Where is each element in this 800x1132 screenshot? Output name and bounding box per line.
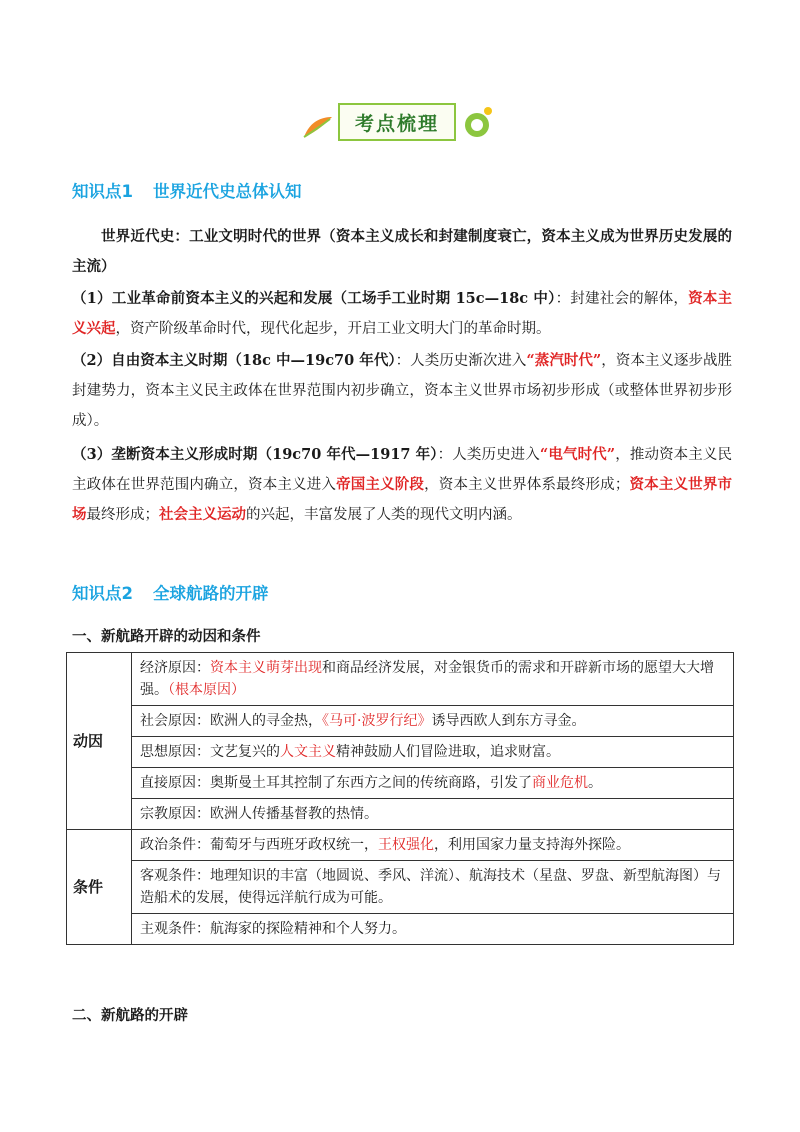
kp2-section-1-heading: 一、新航路开辟的动因和条件 xyxy=(72,629,261,645)
kp1-intro xyxy=(72,222,732,282)
direct-reason-cell xyxy=(132,768,734,799)
kp1-p3-highlight-3: 资本主义世界市场 xyxy=(72,476,733,523)
thought-reason-cell xyxy=(132,737,734,768)
leaf-icon xyxy=(300,111,336,141)
table-row xyxy=(67,768,734,799)
kp1-para-2 xyxy=(72,346,732,436)
kp1-p3-highlight-1: “电气时代” xyxy=(539,446,616,463)
econ-text-a: 经济原因： xyxy=(140,660,210,676)
politics-condition-cell xyxy=(132,830,734,861)
kp1-p1-highlight: 资本主义兴起 xyxy=(72,290,733,337)
banner-title-box xyxy=(338,103,456,141)
kp1-p1-heading: （1）工业革命前资本主义的兴起和发展（工场手工业时期 15c—18c 中） xyxy=(72,290,556,307)
motive-label: 动因 xyxy=(67,653,132,830)
politics-text-a: 政治条件：葡萄牙与西班牙政权统一， xyxy=(140,837,378,853)
table-row xyxy=(67,737,734,768)
banner-title: 考点梳理 xyxy=(354,112,439,135)
kp1-p3-text-b: ，推动资本主义民主政体在世界范围内确立，资本主义进入 xyxy=(72,447,733,493)
kp1-p2-text-a: ：人类历史渐次进入 xyxy=(395,353,527,369)
kp1-p2-heading: （2）自由资本主义时期（18c 中—19c70 年代） xyxy=(72,352,396,369)
kp1-intro-text: 世界近代史：工业文明时代的世界（资本主义成长和封建制度衰亡，资本主义成为世界历史发展的主流） xyxy=(72,228,732,275)
thought-text-b: 精神鼓励人们冒险进取，追求财富。 xyxy=(336,744,560,760)
kp1-para-1 xyxy=(72,284,732,344)
table-row xyxy=(67,861,734,914)
subjective-condition-cell: 主观条件：航海家的探险精神和个人努力。 xyxy=(132,914,734,945)
condition-label: 条件 xyxy=(67,830,132,945)
kp1-p1-text-b: ，资产阶级革命时代，现代化起步，开启工业文明大门的革命时期。 xyxy=(115,321,551,337)
kp1-p1-text-a: ：封建社会的解体， xyxy=(555,291,689,307)
table-row xyxy=(67,830,734,861)
kp1-p3-text-a: ：人类历史进入 xyxy=(437,447,540,463)
direct-highlight: 商业危机 xyxy=(532,775,588,791)
kp1-para-3 xyxy=(72,440,732,530)
kp1-p3-heading: （3）垄断资本主义形成时期（19c70 年代—1917 年） xyxy=(72,446,438,463)
kp1-number: 知识点1 xyxy=(72,182,133,201)
kp1-p3-text-e: 的兴起，丰富发展了人类的现代文明内涵。 xyxy=(246,507,522,523)
social-highlight: 《马可·波罗行纪》 xyxy=(322,713,432,729)
table-row xyxy=(67,653,734,706)
motives-conditions-table xyxy=(66,652,734,945)
kp1-p3-text-d: 最终形成； xyxy=(86,507,159,523)
econ-highlight: 资本主义萌芽出现 xyxy=(210,660,322,676)
table-row xyxy=(67,706,734,737)
kp1-p3-text-c: ，资本主义世界体系最终形成； xyxy=(424,477,630,493)
social-reason-cell xyxy=(132,706,734,737)
kp1-p3-highlight-2: 帝国主义阶段 xyxy=(336,476,425,493)
social-text-b: 诱导西欧人到东方寻金。 xyxy=(431,713,586,729)
kp2-title: 全球航路的开辟 xyxy=(152,584,269,603)
econ-text-b: 和商品经济发展，对金银货币的需求和开辟新市场的愿望大大增强。 xyxy=(140,660,714,698)
kp2-heading xyxy=(72,580,268,604)
econ-root-cause: （根本原因） xyxy=(168,682,245,698)
social-text-a: 社会原因：欧洲人的寻金热， xyxy=(140,713,322,729)
table-row xyxy=(67,799,734,830)
kp1-p2-text-b: ，资本主义逐步战胜封建势力，资本主义民主政体在世界范围内初步确立，资本主义世界市场初步形成（或整体世界初步形成）。 xyxy=(72,353,733,429)
kp1-p2-highlight: “蒸汽时代” xyxy=(526,352,602,369)
direct-text-a: 直接原因：奥斯曼土耳其控制了东西方之间的传统商路，引发了 xyxy=(140,775,532,791)
thought-text-a: 思想原因：文艺复兴的 xyxy=(140,744,280,760)
econ-reason-cell xyxy=(132,653,734,706)
table-row xyxy=(67,914,734,945)
religion-reason-cell: 宗教原因：欧洲人传播基督教的热情。 xyxy=(132,799,734,830)
section-banner xyxy=(300,97,500,149)
kp2-section-2-heading: 二、新航路的开辟 xyxy=(72,1008,188,1024)
kp2-number: 知识点2 xyxy=(72,584,133,603)
politics-text-b: ，利用国家力量支持海外探险。 xyxy=(434,837,630,853)
kp1-heading xyxy=(72,178,301,202)
politics-highlight: 王权强化 xyxy=(378,837,434,853)
direct-text-b: 。 xyxy=(588,775,602,791)
kp1-p3-highlight-4: 社会主义运动 xyxy=(159,506,246,523)
objective-condition-cell: 客观条件：地理知识的丰富（地圆说、季风、洋流）、航海技术（星盘、罗盘、新型航海图）与造船术的发展，使得远洋航行成为可能。 xyxy=(132,861,734,914)
thought-highlight: 人文主义 xyxy=(280,744,336,760)
kp1-title: 世界近代史总体认知 xyxy=(152,182,302,201)
swirl-icon xyxy=(462,105,496,141)
